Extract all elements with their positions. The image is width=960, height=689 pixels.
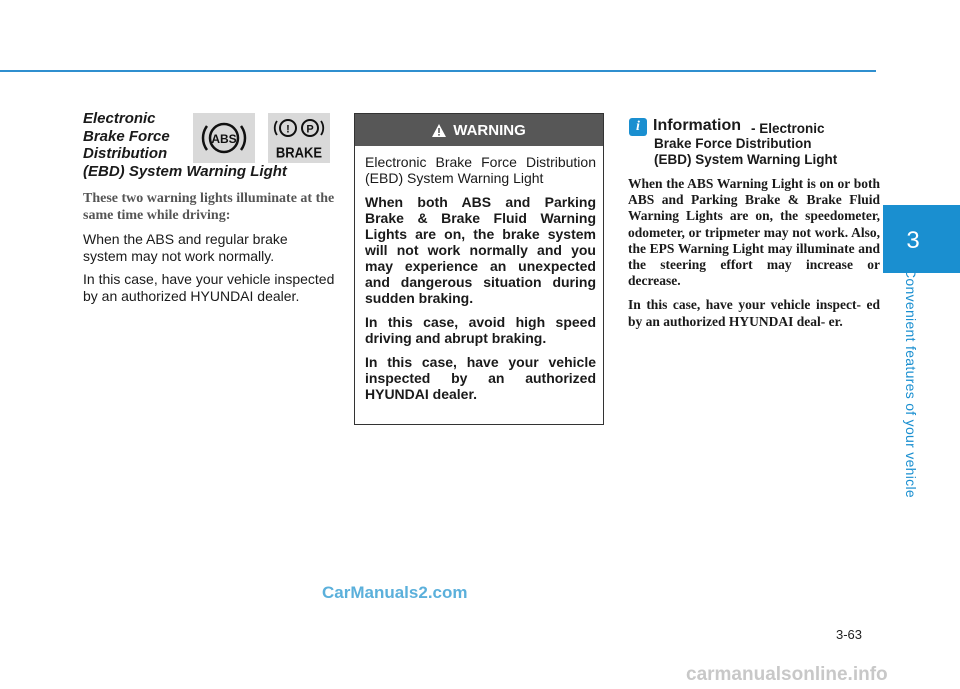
page-number: 3-63 xyxy=(836,627,863,642)
heading-line-1: Electronic xyxy=(83,110,156,127)
warning-triangle-icon xyxy=(432,124,446,137)
warning-light-icons xyxy=(193,113,333,163)
chapter-label-text: Convenient features of your vehicle xyxy=(903,268,919,498)
info-subtitle-3: (EBD) System Warning Light xyxy=(654,152,838,167)
warning-paragraph-1: When both ABS and Parking Brake & Brake Fluid Warning Lights are on, the brake system will not work normally and you may experience an unexpected and dangerous situation during sudden braking. xyxy=(365,194,596,306)
warning-paragraph-3: In this case, have your vehicle inspected by an authorized HYUNDAI dealer. xyxy=(365,354,596,402)
info-subtitle-1: - Electronic xyxy=(751,121,825,136)
chapter-tab xyxy=(883,205,960,273)
info-paragraph-1: When the ABS Warning Light is on or both ABS and Parking Brake & Brake Fluid Warning Lights are on, the speedometer, odometer, or tripmeter may not work. Also, the EPS Warning Light may illuminate and the steering effort may increase or decrease. xyxy=(628,176,880,289)
info-title: Information xyxy=(653,117,741,134)
svg-text:ABS: ABS xyxy=(211,132,237,146)
warning-body xyxy=(355,146,603,402)
chapter-label xyxy=(895,268,925,498)
warning-header xyxy=(355,114,603,146)
abs-warning-icon xyxy=(193,113,255,163)
warning-label: WARNING xyxy=(453,121,526,139)
watermark-link[interactable]: CarManuals2.com xyxy=(322,583,468,602)
svg-text:BRAKE: BRAKE xyxy=(275,143,323,161)
heading-line-4: (EBD) System Warning Light xyxy=(83,162,287,180)
left-paragraph-1: When the ABS and regular brake system may not work normally. xyxy=(83,231,288,264)
information-icon: i xyxy=(629,118,647,136)
top-rule xyxy=(0,70,876,72)
warning-title: Electronic Brake Force Distribution (EBD) System Warning Light xyxy=(365,154,596,186)
info-header xyxy=(628,116,880,136)
svg-text:!: ! xyxy=(286,123,290,136)
intro-text: These two warning lights illuminate at the same time while driving: xyxy=(83,191,335,223)
left-paragraph-2: In this case, have your vehicle inspected by an authorized HYUNDAI dealer. xyxy=(83,271,335,304)
chapter-number: 3 xyxy=(906,227,920,254)
svg-text:P: P xyxy=(306,123,314,136)
info-section xyxy=(628,116,880,330)
heading-line-2: Brake Force xyxy=(83,127,170,145)
warning-paragraph-2: In this case, avoid high speed driving and abrupt braking. xyxy=(365,314,596,346)
parking-brake-warning-icon xyxy=(268,113,330,163)
info-subtitle-2: Brake Force Distribution xyxy=(654,136,812,151)
watermark-footer: carmanualsonline.info xyxy=(686,664,888,685)
warning-box xyxy=(354,113,604,425)
info-paragraph-2: In this case, have your vehicle inspect- ed by an authorized HYUNDAI deal- er. xyxy=(628,297,880,329)
heading-line-3: Distribution xyxy=(83,145,168,162)
